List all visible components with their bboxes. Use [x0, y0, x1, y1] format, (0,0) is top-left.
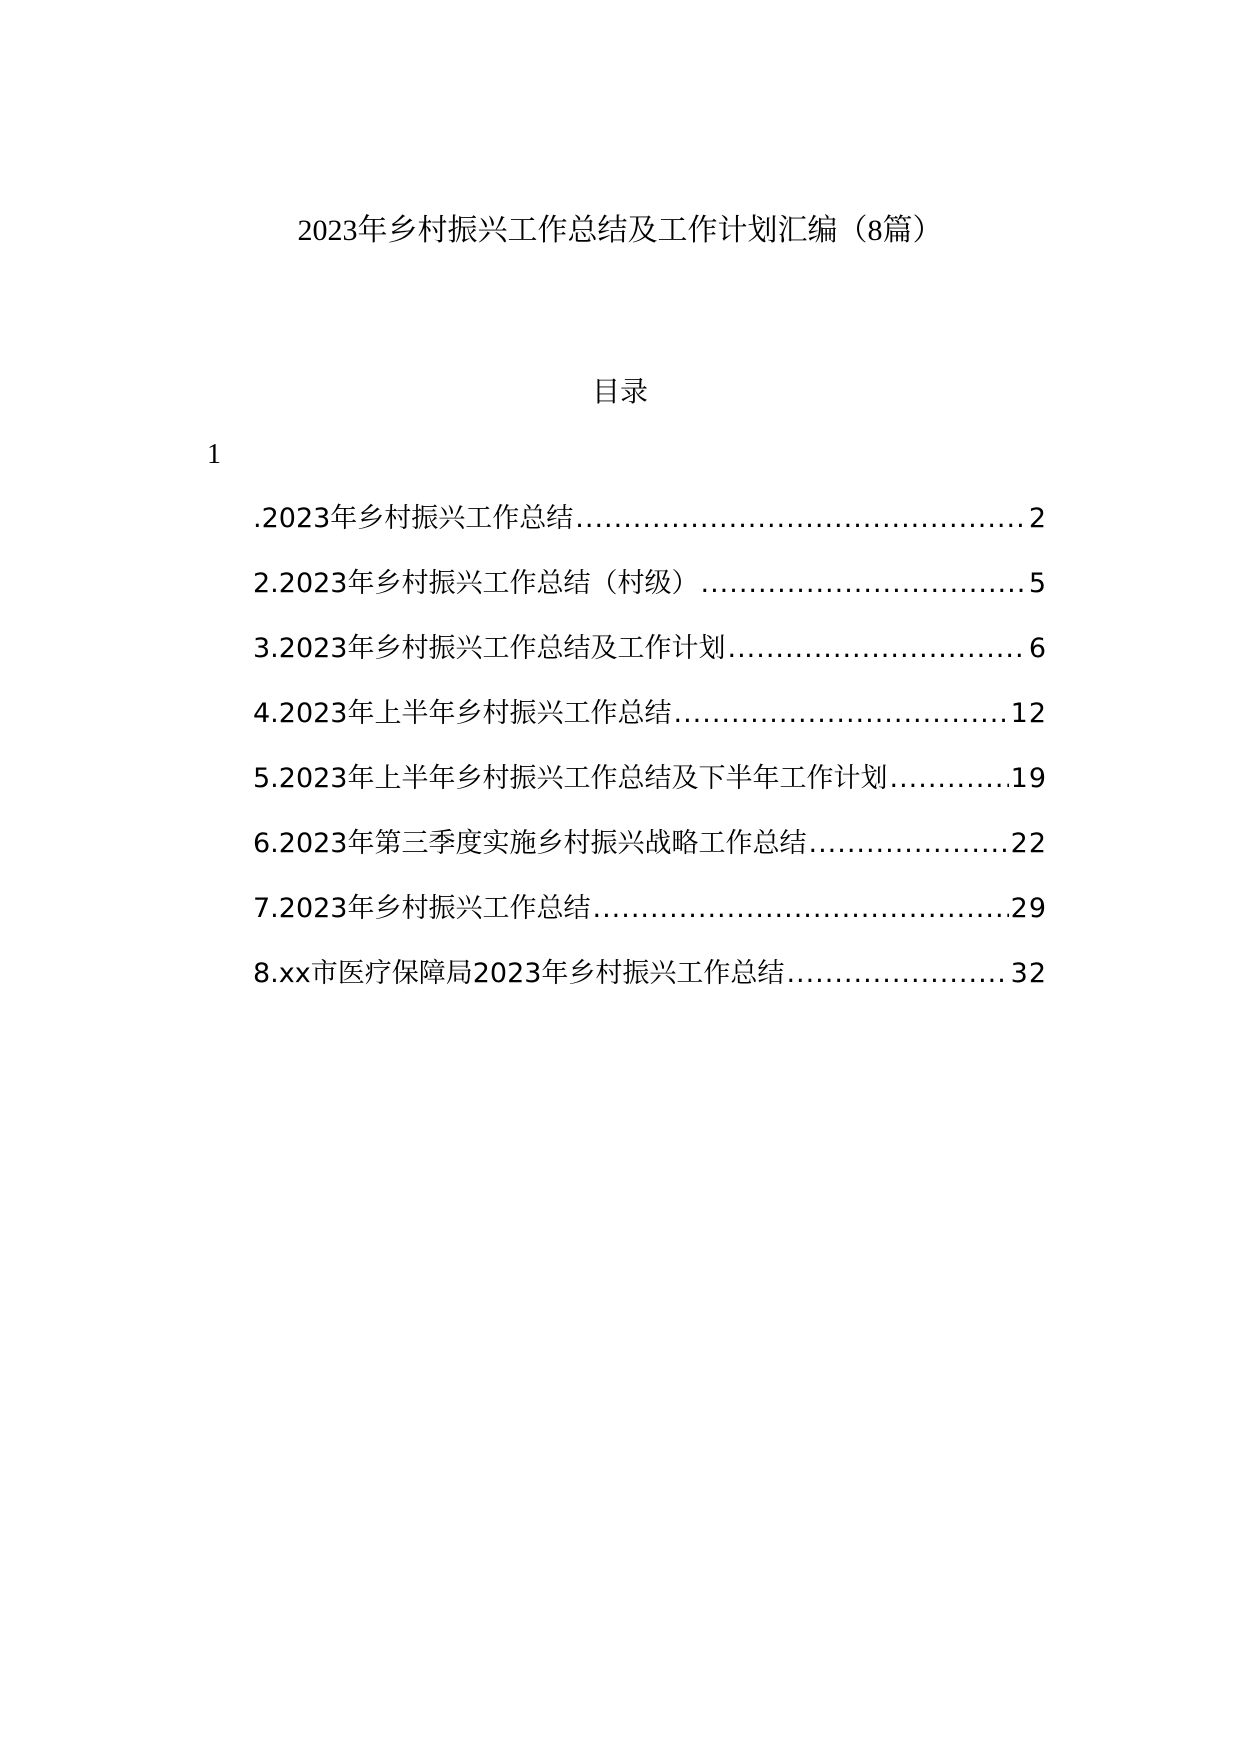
toc-dot-leader	[727, 627, 1026, 671]
toc-page-number: 5	[1028, 568, 1047, 599]
toc-dot-leader	[808, 822, 1008, 866]
toc-entry[interactable]	[253, 757, 1047, 822]
toc-page-number: 19	[1010, 763, 1047, 794]
toc-entry-title: 2.2023年乡村振兴工作总结（村级）	[253, 568, 699, 599]
toc-entry-title: 4.2023年上半年乡村振兴工作总结	[253, 698, 672, 729]
toc-page-number: 29	[1010, 893, 1047, 924]
toc-dot-leader	[592, 887, 1008, 931]
toc-entry-title: 3.2023年乡村振兴工作总结及工作计划	[253, 633, 726, 664]
toc-entry-title: 5.2023年上半年乡村振兴工作总结及下半年工作计划	[253, 763, 888, 794]
toc-page-number: 22	[1010, 828, 1047, 859]
toc-entry[interactable]	[253, 887, 1047, 952]
toc-dot-leader	[700, 562, 1026, 606]
toc-page-number: 32	[1010, 958, 1047, 989]
toc-page-number: 2	[1028, 503, 1047, 534]
toc-entry[interactable]	[253, 952, 1047, 1017]
toc-dot-leader	[889, 757, 1008, 801]
table-of-contents	[253, 497, 1047, 1017]
toc-entry[interactable]	[253, 562, 1047, 627]
toc-entry-title: 8.xx市医疗保障局2023年乡村振兴工作总结	[253, 958, 785, 989]
toc-entry[interactable]	[253, 497, 1047, 562]
toc-page-number: 12	[1010, 698, 1047, 729]
stray-number: 1	[207, 439, 221, 470]
toc-dot-leader	[786, 952, 1008, 996]
toc-dot-leader	[575, 497, 1027, 541]
toc-entry-title: 7.2023年乡村振兴工作总结	[253, 893, 591, 924]
toc-entry-title: 6.2023年第三季度实施乡村振兴战略工作总结	[253, 828, 807, 859]
toc-entry[interactable]	[253, 692, 1047, 757]
toc-entry[interactable]	[253, 822, 1047, 887]
document-title: 2023年乡村振兴工作总结及工作计划汇编（8篇）	[297, 214, 943, 247]
toc-entry[interactable]	[253, 627, 1047, 692]
toc-entry-title: .2023年乡村振兴工作总结	[253, 503, 574, 534]
toc-dot-leader	[673, 692, 1008, 736]
toc-page-number: 6	[1028, 633, 1047, 664]
toc-heading: 目录	[591, 375, 648, 408]
